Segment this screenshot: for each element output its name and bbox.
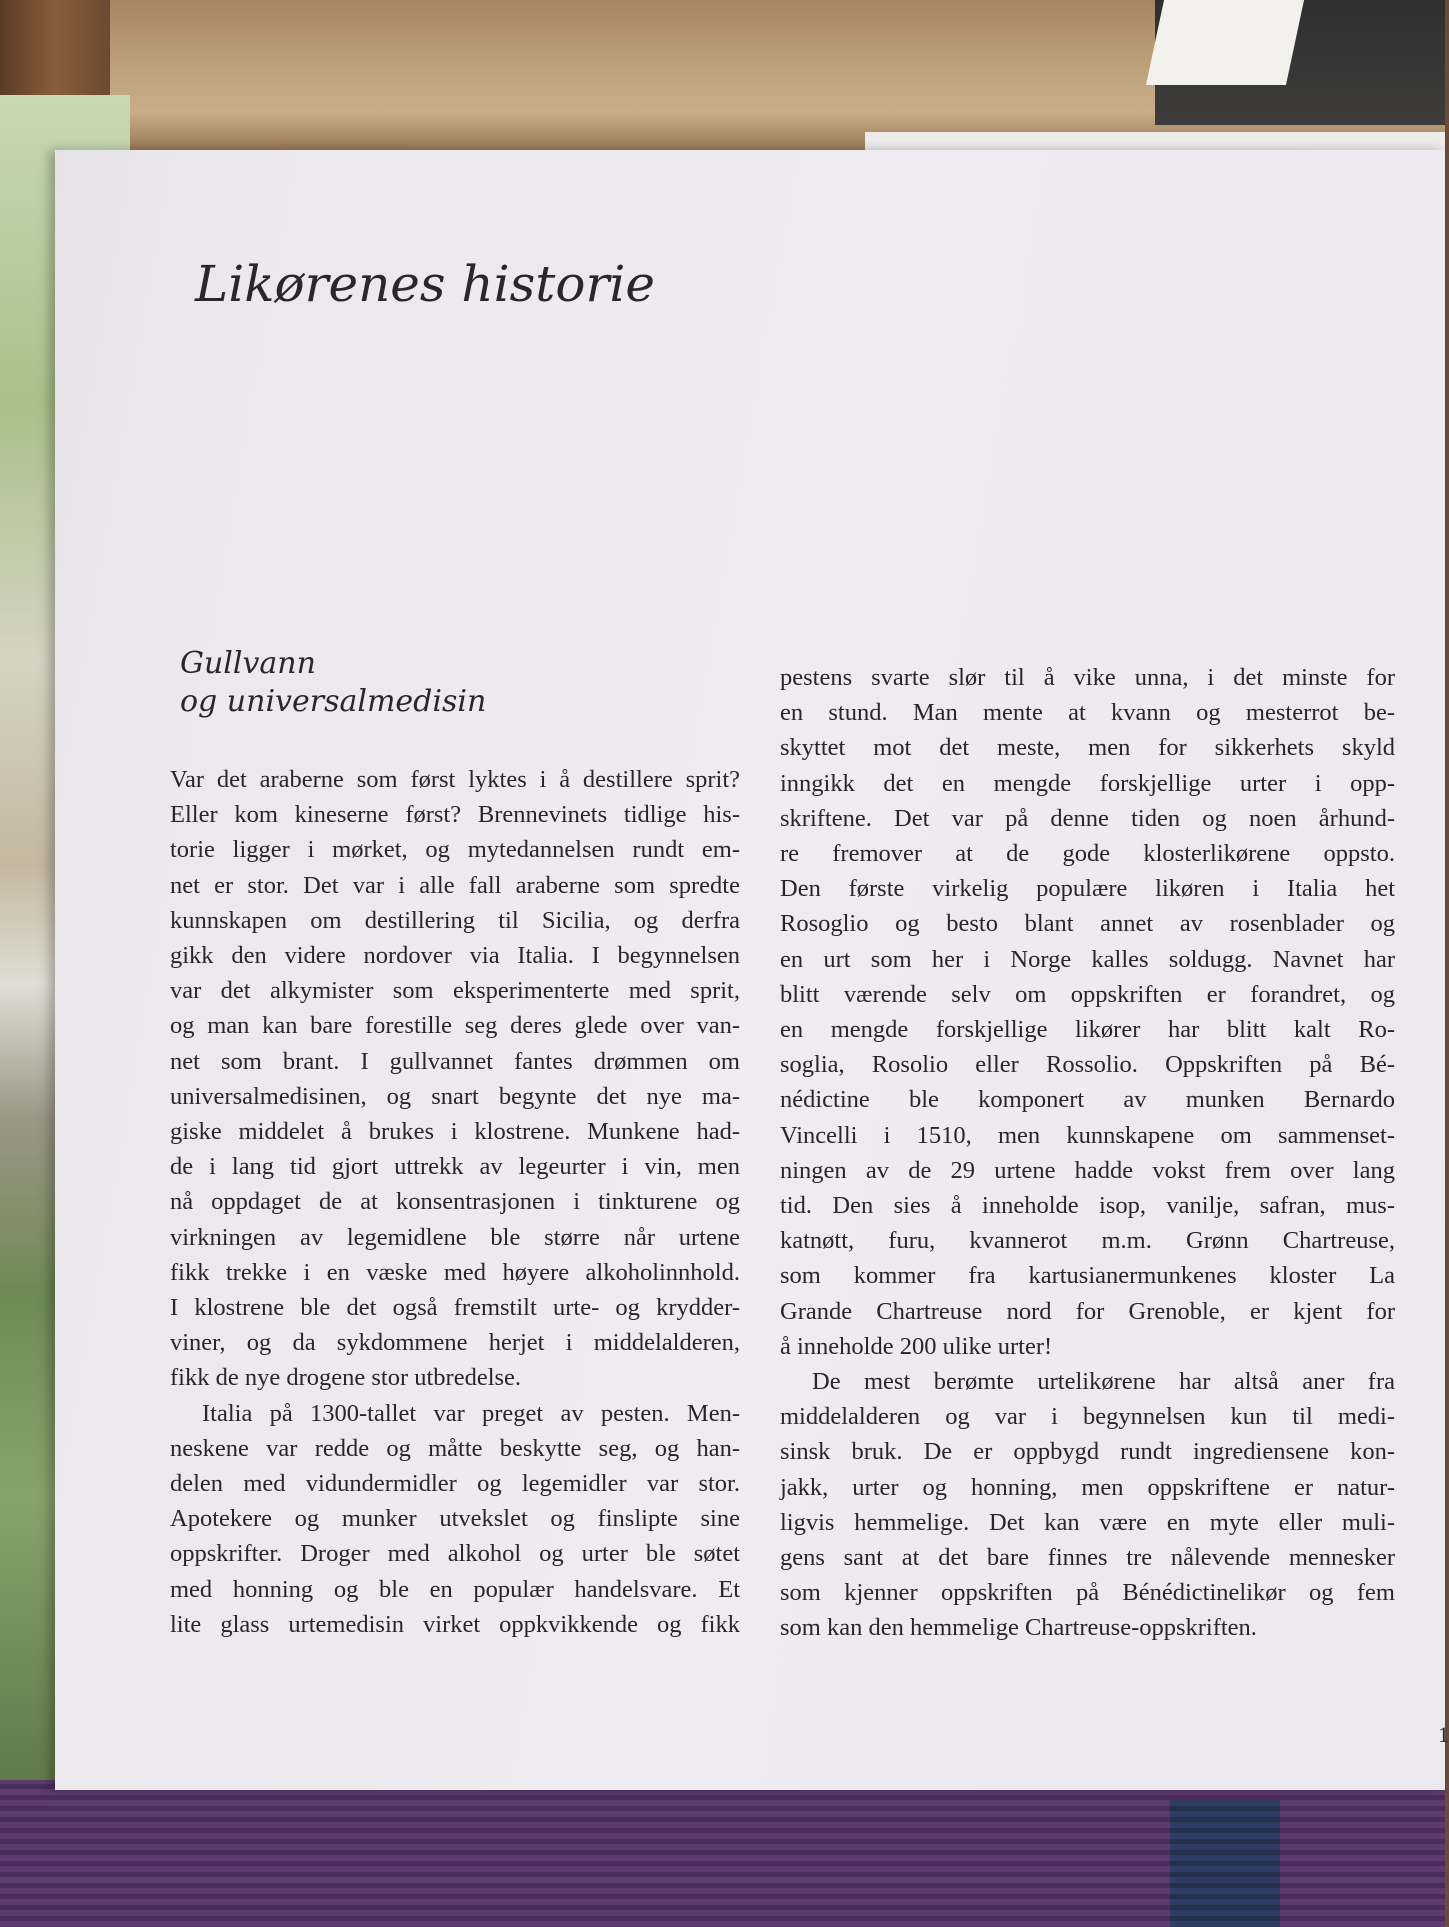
text-line: nå oppdaget de at konsentrasjonen i tinkturene og bbox=[170, 1188, 740, 1216]
text-line: fikk trekke i en væske med høyere alkoholinnhold. bbox=[170, 1258, 740, 1286]
text-line: soglia, Rosolio eller Rossolio. Oppskriften på Bé- bbox=[780, 1051, 1395, 1079]
text-line: Var det araberne som først lyktes i å destillere sprit? bbox=[170, 766, 740, 793]
text-line: oppskrifter. Droger med alkohol og urter ble søtet bbox=[170, 1540, 740, 1568]
text-line: I klostrene ble det også fremstilt urte- og krydder- bbox=[170, 1294, 740, 1322]
text-line: som kommer fra kartusianermunkenes kloster La bbox=[780, 1262, 1395, 1290]
text-line: Grande Chartreuse nord for Grenoble, er kjent for bbox=[780, 1297, 1395, 1325]
text-line: sinsk bruk. De er oppbygd rundt ingrediensene kon- bbox=[780, 1438, 1395, 1466]
text-line: å inneholde 200 ulike urter! bbox=[780, 1332, 1053, 1360]
text-line: skriftene. Det var på denne tiden og noen århund- bbox=[780, 804, 1395, 832]
text-line: skyttet mot det meste, men for sikkerhets skyld bbox=[780, 734, 1395, 762]
page-number: 1 bbox=[1438, 1722, 1449, 1747]
section-heading-line: og universalmedisin bbox=[180, 684, 487, 719]
text-line: delen med vidundermidler og legemidler var stor. bbox=[170, 1470, 740, 1498]
text-line: virkningen av legemidlene ble større når urtene bbox=[170, 1223, 740, 1251]
section-heading-line: Gullvann bbox=[180, 646, 316, 681]
text-line: giske middelet å brukes i klostrene. Munkene had- bbox=[170, 1118, 740, 1146]
text-line: Rosoglio og besto blant annet av rosenblader og bbox=[780, 910, 1395, 938]
text-line: Eller kom kineserne først? Brennevinets tidlige his- bbox=[170, 801, 740, 829]
text-line: neskene var redde og måtte beskytte seg, og han- bbox=[170, 1434, 740, 1462]
text-line: ligvis hemmelige. Det kan være en myte eller muli- bbox=[780, 1508, 1395, 1536]
text-line: Apotekere og munker utvekslet og finslipte sine bbox=[170, 1505, 740, 1533]
rug-stripe bbox=[1170, 1800, 1280, 1927]
text-line: middelalderen og var i begynnelsen kun til medi- bbox=[780, 1403, 1395, 1431]
text-line: inngikk det en mengde forskjellige urter i opp- bbox=[780, 769, 1395, 797]
text-line: kunnskapen om destillering til Sicilia, og derfra bbox=[170, 906, 740, 934]
text-line: som kan den hemmelige Chartreuse-oppskriften. bbox=[780, 1614, 1257, 1642]
text-line: nédictine ble komponert av munken Bernardo bbox=[780, 1086, 1395, 1114]
text-line: fikk de nye drogene stor utbredelse. bbox=[170, 1364, 522, 1392]
text-line: net som brant. I gullvannet fantes drømmen om bbox=[170, 1047, 740, 1075]
section-heading bbox=[180, 645, 486, 721]
text-line: en mengde forskjellige likører har blitt kalt Ro- bbox=[780, 1016, 1395, 1044]
text-line: jakk, urter og honning, men oppskriftene er natur- bbox=[780, 1473, 1395, 1501]
text-line: viner, og da sykdommene herjet i middelalderen, bbox=[170, 1329, 740, 1357]
text-line: ningen av de 29 urtene hadde vokst frem over lang bbox=[780, 1156, 1395, 1184]
text-line: Den første virkelig populære likøren i Italia het bbox=[780, 875, 1395, 903]
text-line: gikk den videre nordover via Italia. I begynnelsen bbox=[170, 942, 740, 970]
left-text-column bbox=[170, 762, 740, 1642]
text-line: med honning og ble en populær handelsvare. Et bbox=[170, 1575, 740, 1603]
text-line: pestens svarte slør til å vike unna, i det minste for bbox=[780, 664, 1395, 691]
text-line: blitt værende selv om oppskriften er forandret, og bbox=[780, 980, 1395, 1008]
text-line: og man kan bare forestille seg deres glede over van- bbox=[170, 1012, 740, 1040]
text-line: Italia på 1300-tallet var preget av pesten. Men- bbox=[202, 1399, 740, 1427]
text-line: lite glass urtemedisin virket oppkvikkende og fikk bbox=[170, 1610, 740, 1638]
text-line: var det alkymister som eksperimenterte med sprit, bbox=[170, 977, 740, 1005]
text-line: gens sant at det bare finnes tre nålevende mennesker bbox=[780, 1544, 1395, 1572]
page-title: Likørenes historie bbox=[195, 255, 655, 313]
text-line: en urt som her i Norge kalles soldugg. Navnet har bbox=[780, 945, 1395, 973]
text-line: net er stor. Det var i alle fall araberne som spredte bbox=[170, 871, 740, 899]
text-line: torie ligger i mørket, og mytedannelsen rundt em- bbox=[170, 836, 740, 864]
paper-stack bbox=[1146, 0, 1304, 85]
text-line: de i lang tid gjort uttrekk av legeurter i vin, men bbox=[170, 1153, 740, 1181]
right-text-column bbox=[780, 660, 1395, 1646]
text-line: De mest berømte urtelikørene har altså aner fra bbox=[812, 1368, 1395, 1396]
text-line: universalmedisinen, og snart begynte det nye ma- bbox=[170, 1082, 740, 1110]
text-line: en stund. Man mente at kvann og mesterrot be- bbox=[780, 699, 1395, 727]
text-line: katnøtt, furu, kvannerot m.m. Grønn Chartreuse, bbox=[780, 1227, 1395, 1255]
text-line: som kjenner oppskriften på Bénédictinelikør og fem bbox=[780, 1579, 1395, 1607]
text-line: Vincelli i 1510, men kunnskapene om sammenset- bbox=[780, 1121, 1395, 1149]
text-line: re fremover at de gode klosterlikørene oppsto. bbox=[780, 840, 1395, 868]
text-line: tid. Den sies å inneholde isop, vanilje, safran, mus- bbox=[780, 1192, 1395, 1220]
